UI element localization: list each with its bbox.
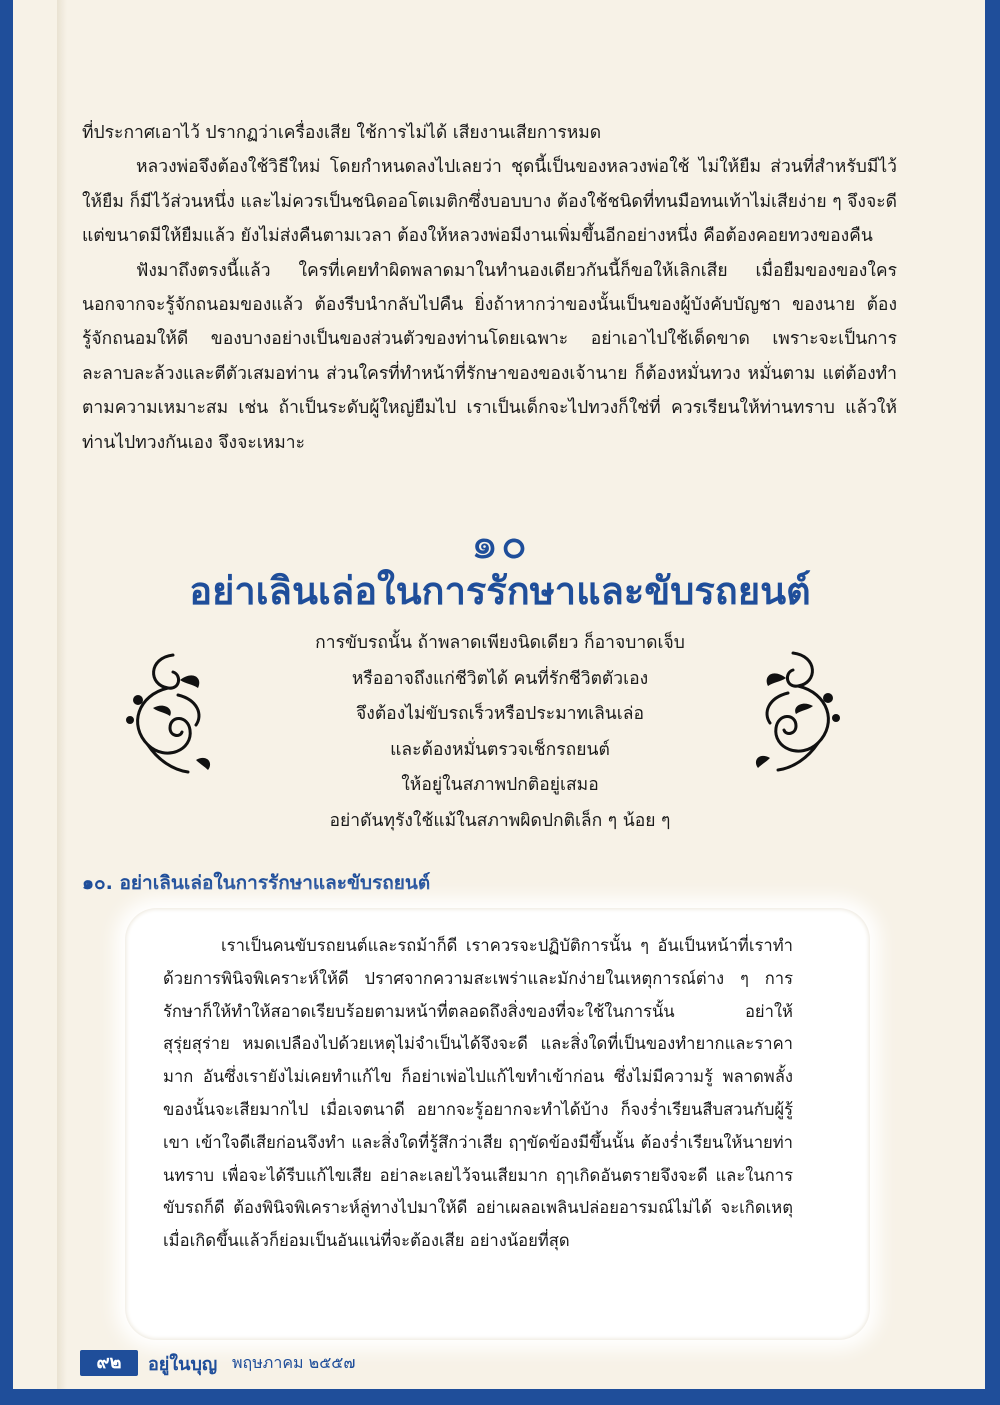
issue-date: พฤษภาคม ๒๕๕๗ [232, 1353, 356, 1372]
poem-line: อย่าดันทุรังใช้แม้ในสภาพผิดปกติเล็ก ๆ น้อย ๆ [329, 810, 671, 831]
chapter-title: อย่าเลินเล่อในการรักษาและขับรถยนต์ [189, 569, 811, 613]
body-paragraph-1: ที่ประกาศเอาไว้ ปรากฏว่าเครื่องเสีย ใช้การไม่ได้ เสียงานเสียการหมด [82, 123, 602, 143]
chapter-number: ๑๐ [470, 518, 530, 569]
quote-box-text [163, 930, 793, 1258]
poem-line: ให้อยู่ในสภาพปกติอยู่เสมอ [401, 775, 599, 796]
page-number: ๙๒ [80, 1350, 138, 1376]
section-heading: ๑๐. อย่าเลินเล่อในการรักษาและขับรถยนต์ [82, 872, 431, 894]
poem [210, 626, 790, 840]
poem-line: การขับรถนั้น ถ้าพลาดเพียงนิดเดียว ก็อาจบาดเจ็บ [315, 633, 685, 653]
floral-swirl-icon [118, 650, 218, 780]
poem-line: หรืออาจถึงแก่ชีวิตได้ คนที่รักชีวิตตัวเอง [351, 668, 649, 689]
poem-line: และต้องหมั่นตรวจเช็กรถยนต์ [390, 739, 610, 760]
magazine-name: อยู่ในบุญ [148, 1354, 218, 1375]
body-paragraph-2: หลวงพ่อจึงต้องใช้วิธีใหม่ โดยกำหนดลงไปเลยว่า ชุดนี้เป็นของหลวงพ่อใช้ ไม่ให้ยืม ส่วนที่สำหรับมีไว้ให้ยืม ก็มีไว้ส่วนหนึ่ง และไม่ควรเป็นชนิดออโตเมติกซึ่งบอบบาง ต้องใช้ชนิดที่ทนมือทนเท้าไม่เสียง่าย ๆ จึงจะดี แต่ขนาดมีให้ยืมแล้ว ยังไม่ส่งคืนตามเวลา ต้องให้หลวงพ่อมีงานเพิ่มขึ้นอีกอย่างหนึ่ง คือต้องคอยทวงของคืน [82, 157, 897, 247]
body-paragraph-3: ฟังมาถึงตรงนี้แล้ว ใครที่เคยทำผิดพลาดมาในทำนองเดียวกันนี้ก็ขอให้เลิกเสีย เมื่อยืมของของใคร นอกจากจะรู้จักถนอมของแล้ว ต้องรีบนำกลับไปคืน ยิ่งถ้าหากว่าของนั้นเป็นของผู้บังคับบัญชา ของนาย ต้องรู้จักถนอมให้ดี ของบางอย่างเป็นของส่วนตัวของท่านโดยเฉพาะ อย่าเอาไปใช้เด็ดขาด เพราะจะเป็นการละลาบละล้วงและตีตัวเสมอท่าน ส่วนใครที่ทำหน้าที่รักษาของของเจ้านาย ก็ต้องหมั่นทวง หมั่นตาม แต่ต้องทำตามความเหมาะสม เช่น ถ้าเป็นระดับผู้ใหญ่ยืมไป เราเป็นเด็กจะไปทวงก็ใช่ที่ ควรเรียนให้ท่านทราบ แล้วให้ท่านไปทวงกันเอง จึงจะเหมาะ [82, 260, 897, 453]
page-binding-edge [57, 0, 67, 1389]
floral-swirl-icon [748, 648, 848, 778]
body-text [82, 116, 897, 460]
quote-paragraph: เราเป็นคนขับรถยนต์และรถม้าก็ดี เราควรจะปฏิบัติการนั้น ๆ อันเป็นหน้าที่เราทำด้วยการพินิจพิเคราะห์ให้ดี ปราศจากความสะเพร่าและมักง่ายในเหตุการณ์ต่าง ๆ การรักษาก็ให้ทำให้สอาดเรียบร้อยตามหน้าที่ตลอดถึงสิ่งของที่จะใช้ในการนั้น อย่าให้สุรุ่ยสุร่าย หมดเปลืองไปด้วยเหตุไม่จำเป็นได้จึงจะดี และสิ่งใดที่เป็นของทำยากและราคามาก อันซึ่งเรายังไม่เคยทำแก้ไข ก็อย่าเพ่อไปแก้ไขทำเข้าก่อน ซึ่งไม่มีความรู้ พลาดพลั้งของนั้นจะเสียมากไป เมื่อเจตนาดี อยากจะรู้อยากจะทำได้บ้าง ก็จงร่ำเรียนสืบสวนกับผู้รู้เขา เข้าใจดีเสียก่อนจึงทำ และสิ่งใดที่รู้สึกว่าเสีย ฤๅขัดข้องมีขึ้นนั้น ต้องร่ำเรียนให้นายท่านทราบ เพื่อจะได้รีบแก้ไขเสีย อย่าละเลยไว้จนเสียมาก ฤๅเกิดอันตรายจึงจะดี และในการขับรถก็ดี ต้องพินิจพิเคราะห์ลู่ทางไปมาให้ดี อย่าเผลอเพลินปล่อยอารมณ์ไม่ได้ จะเกิดเหตุ เมื่อเกิดขึ้นแล้วก็ย่อมเป็นอันแน่ที่จะต้องเสีย อย่างน้อยที่สุด [163, 936, 793, 1251]
poem-line: จึงต้องไม่ขับรถเร็วหรือประมาทเลินเล่อ [356, 704, 644, 725]
